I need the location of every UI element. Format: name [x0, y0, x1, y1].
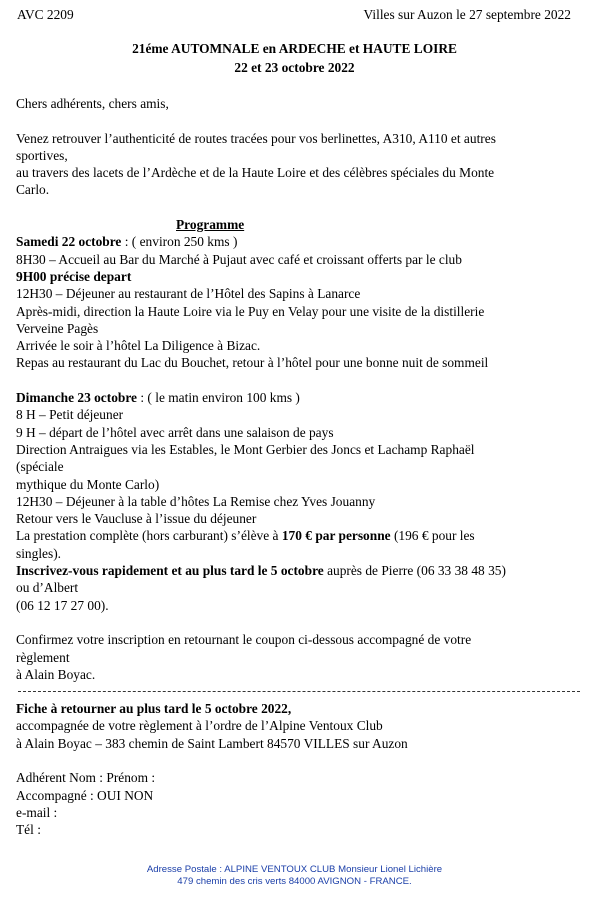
sunday-item: Retour vers le Vaucluse à l’issue du déjeuner [16, 511, 257, 527]
confirm-line: règlement [16, 649, 70, 665]
event-dates: 22 et 23 octobre 2022 [234, 60, 355, 75]
intro-line: au travers des lacets de l’Ardèche et de la Haute Loire et des célèbres spéciales du Monte [16, 165, 495, 181]
cut-line-divider [18, 691, 580, 692]
price-line: La prestation complète (hors carburant) s’élève à 170 € par personne (196 € pour les [16, 528, 475, 544]
sunday-item: 12H30 – Déjeuner à la table d’hôtes La Remise chez Yves Jouanny [16, 493, 376, 509]
saturday-item: 8H30 – Accueil au Bar du Marché à Pujaut avec café et croissant offerts par le club [16, 251, 462, 267]
registration-line: ou d’Albert [16, 580, 79, 596]
saturday-item: 9H00 précise depart [16, 268, 132, 284]
sunday-item: 8 H – Petit déjeuner [16, 407, 124, 423]
greeting: Chers adhérents, chers amis, [16, 96, 169, 111]
email-field[interactable]: e-mail : [16, 804, 58, 820]
registration-line: (06 12 17 27 00). [16, 597, 109, 613]
saturday-item: 12H30 – Déjeuner au restaurant de l’Hôtel des Sapins à Lanarce [16, 286, 361, 302]
saturday-heading: Samedi 22 octobre : ( environ 250 kms ) [16, 234, 238, 250]
name-field[interactable]: Adhérent Nom : Prénom : [16, 770, 156, 786]
reference-number: AVC 2209 [17, 7, 74, 22]
coupon-line: accompagnée de votre règlement à l’ordre de l’Alpine Ventoux Club [16, 718, 383, 734]
footer-address [0, 864, 589, 888]
confirm-line: Confirmez votre inscription en retournant le coupon ci-dessous accompagné de votre [16, 632, 472, 648]
programme-heading: Programme [176, 217, 245, 233]
intro-line: sportives, [16, 147, 68, 163]
price-line: singles). [16, 545, 62, 561]
phone-field[interactable]: Tél : [16, 822, 41, 838]
footer-line: 479 chemin des cris verts 84000 AVIGNON - FRANCE. [177, 876, 412, 887]
letter-body [16, 95, 576, 838]
coupon-line: à Alain Boyac – 383 chemin de Saint Lambert 84570 VILLES sur Auzon [16, 735, 408, 751]
saturday-item: Repas au restaurant du Lac du Bouchet, retour à l’hôtel pour une bonne nuit de sommeil [16, 355, 489, 371]
saturday-item: Arrivée le soir à l’hôtel La Diligence à Bizac. [16, 338, 261, 354]
sunday-heading: Dimanche 23 octobre : ( le matin environ 100 kms ) [16, 390, 300, 406]
sunday-item: 9 H – départ de l’hôtel avec arrêt dans une salaison de pays [16, 424, 334, 440]
sunday-item: Direction Antraigues via les Estables, le Mont Gerbier des Joncs et Lachamp Raphaël [16, 441, 475, 457]
coupon-title: Fiche à retourner au plus tard le 5 octobre 2022, [16, 701, 292, 717]
companion-field[interactable]: Accompagné : OUI NON [16, 787, 154, 803]
event-title: 21éme AUTOMNALE en ARDECHE et HAUTE LOIRE [132, 41, 457, 56]
footer-line: Adresse Postale : ALPINE VENTOUX CLUB Monsieur Lionel Lichière [146, 864, 443, 875]
sunday-item: (spéciale [16, 459, 64, 475]
intro-line: Carlo. [16, 182, 50, 198]
sunday-item: mythique du Monte Carlo) [16, 476, 160, 492]
saturday-item: Après-midi, direction la Haute Loire via le Puy en Velay pour une visite de la distillerie [16, 303, 485, 319]
saturday-item: Verveine Pagès [16, 320, 99, 336]
confirm-line: à Alain Boyac. [16, 666, 96, 682]
registration-line: Inscrivez-vous rapidement et au plus tard le 5 octobre auprès de Pierre (06 33 38 48 35) [16, 563, 506, 579]
intro-line: Venez retrouver l’authenticité de routes tracées pour vos berlinettes, A310, A110 et autres [16, 130, 496, 146]
place-and-date: Villes sur Auzon le 27 septembre 2022 [363, 7, 571, 22]
